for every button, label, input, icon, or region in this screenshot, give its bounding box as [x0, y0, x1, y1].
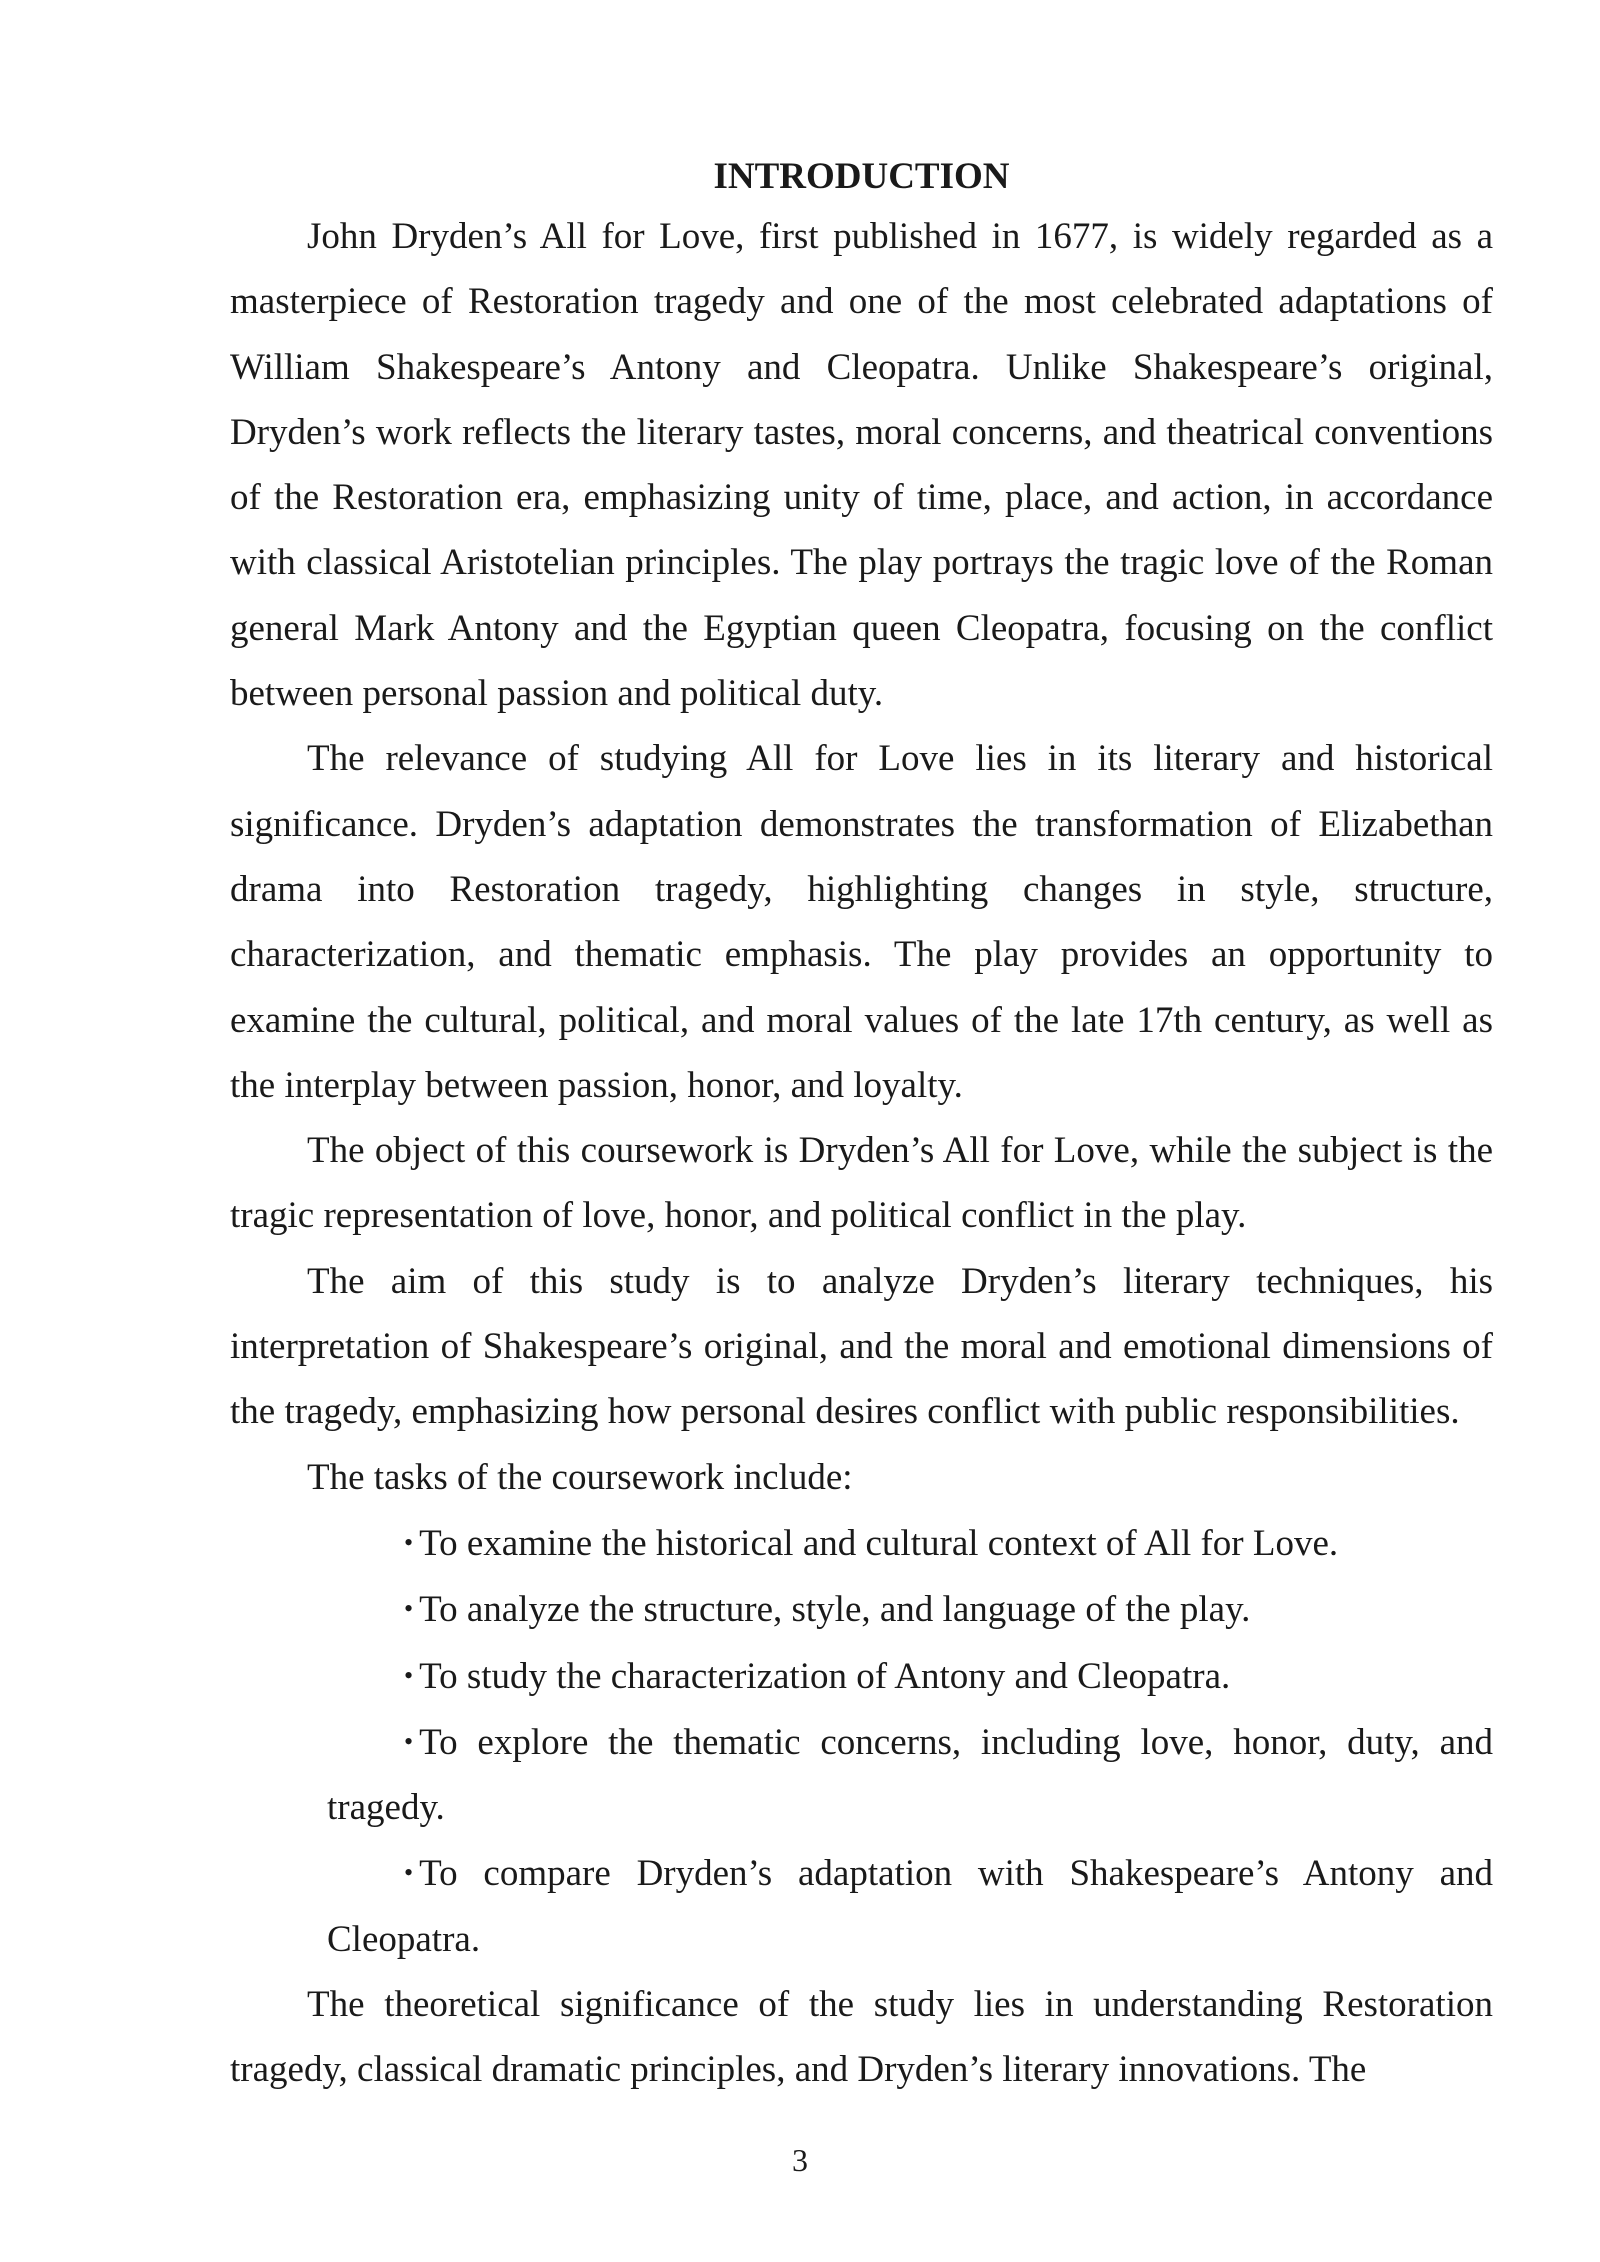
list-item — [230, 1643, 1493, 1709]
paragraph-intro: John Dryden’s All for Love, first published in 1677, is widely regarded as a masterpiece of Restoration tragedy and one of the most celebrated adaptations of William Shakespeare’s Antony and Cleopatra. Unlike Shakespeare’s original, Dryden’s work reflects the literary tastes, moral concerns, and theatrical conventions of the Restoration era, emphasizing unity of time, place, and action, in accordance with classical Aristotelian principles. The play portrays the tragic love of the Roman general Mark Antony and the Egyptian queen Cleopatra, focusing on the conflict between personal passion and political duty. — [230, 216, 1493, 715]
page-number: 3 — [792, 2142, 808, 2178]
list-item — [230, 1510, 1493, 1576]
section-heading: INTRODUCTION — [713, 156, 1010, 197]
paragraph-significance: The theoretical significance of the study lies in understanding Restoration tragedy, classical dramatic principles, and Dryden’s literary innovations. The — [230, 1984, 1493, 2091]
list-item-text: To compare Dryden’s adaptation with Shakespeare’s Antony and Cleopatra. — [327, 1853, 1493, 1960]
list-item-text: To analyze the structure, style, and language of the play. — [419, 1589, 1251, 1631]
list-item — [230, 1840, 1493, 1972]
bullet-icon: • — [404, 1660, 414, 1690]
paragraph-aim: The aim of this study is to analyze Dryden’s literary techniques, his interpretation of Shakespeare’s original, and the moral and emotional dimensions of the tragedy, emphasizing how personal desires conflict with public responsibilities. — [230, 1260, 1493, 1433]
tasks-list — [230, 1510, 1493, 1972]
page-content — [230, 150, 1493, 2103]
list-item — [230, 1576, 1493, 1642]
list-item-text: To study the characterization of Antony and Cleopatra. — [419, 1655, 1231, 1697]
list-item — [230, 1709, 1493, 1841]
bullet-icon: • — [404, 1726, 414, 1756]
bullet-icon: • — [404, 1527, 414, 1557]
list-item-text: To explore the thematic concerns, including love, honor, duty, and tragedy. — [327, 1721, 1493, 1829]
bullet-icon: • — [404, 1858, 414, 1888]
bullet-icon: • — [404, 1594, 414, 1624]
paragraph-tasks-intro: The tasks of the coursework include: — [307, 1456, 853, 1498]
list-item-text: To examine the historical and cultural context of All for Love. — [419, 1522, 1339, 1564]
paragraph-object: The object of this coursework is Dryden’s All for Love, while the subject is the tragic representation of love, honor, and political conflict in the play. — [230, 1130, 1493, 1237]
paragraph-relevance: The relevance of studying All for Love lies in its literary and historical significance. Dryden’s adaptation demonstrates the transformation of Elizabethan drama into Restoration tragedy, highlighting changes in style, structure, characterization, and thematic emphasis. The play provides an opportunity to examine the cultural, political, and moral values of the late 17th century, as well as the interplay between passion, honor, and loyalty. — [230, 738, 1493, 1106]
